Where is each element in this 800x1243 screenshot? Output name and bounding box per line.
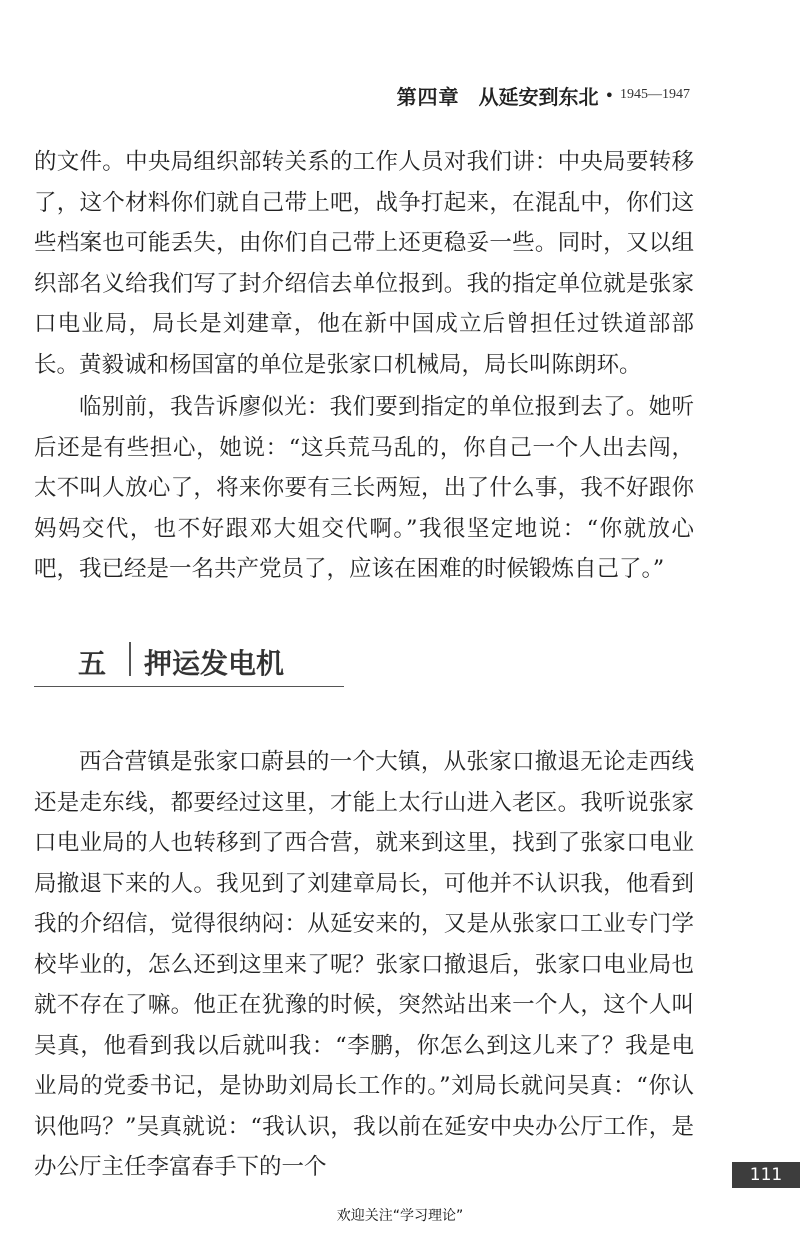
running-header — [394, 82, 690, 108]
footer-text: 欢迎关注“学习理论” — [336, 1208, 464, 1224]
section-heading — [34, 638, 344, 687]
chapter-years: 1945—1947 — [620, 87, 690, 102]
paragraph-2: 临别前，我告诉廖似光：我们要到指定的单位报到去了。她听后还是有些担心，她说：“这兵荒马乱的，你自己一个人出去闯，太不叫人放心了，将来你要有三长两短，出了什么事，我不好跟你妈妈交代，也不好跟邓大姐交代啊。”我很坚定地说：“你就放心吧，我已经是一名共产党员了，应该在困难的时候锻炼自己了。” — [34, 394, 694, 582]
paragraph-3: 西合营镇是张家口蔚县的一个大镇，从张家口撤退无论走西线还是走东线，都要经过这里，才能上太行山进入老区。我听说张家口电业局的人也转移到了西合营，就来到这里，找到了张家口电业局撤退下来的人。我见到了刘建章局长，可他并不认识我，他看到我的介绍信，觉得很纳闷：从延安来的，又是从张家口工业专门学校毕业的，怎么还到这里来了呢？张家口撤退后，张家口电业局也就不存在了嘛。他正在犹豫的时候，突然站出来一个人，这个人叫吴真，他看到我以后就叫我：“李鹏，你怎么到这儿来了？我是电业局的党委书记，是协助刘局长工作的。”刘局长就问吴真：“你认识他吗？”吴真就说：“我认识，我以前在延安中央办公厅工作，是办公厅主任李富春手下的一个 — [34, 749, 694, 1180]
section-title: 押运发电机 — [144, 647, 285, 680]
chapter-title: 从延安到东北 — [478, 84, 599, 109]
chapter-label: 第四章 — [396, 84, 460, 109]
page-number: 111 — [732, 1162, 800, 1188]
header-separator: • — [604, 85, 614, 105]
section-number: 五 — [78, 647, 107, 680]
paragraph-1: 的文件。中央局组织部转关系的工作人员对我们讲：中央局要转移了，这个材料你们就自己带上吧，战争打起来，在混乱中，你们这些档案也可能丢失，由你们自己带上还更稳妥一些。同时，又以组织部名义给我们写了封介绍信去单位报到。我的指定单位就是张家口电业局，局长是刘建章，他在新中国成立后曾担任过铁道部部长。黄毅诚和杨国富的单位是张家口机械局，局长叫陈朗环。 — [34, 149, 694, 378]
section-divider — [129, 642, 131, 676]
